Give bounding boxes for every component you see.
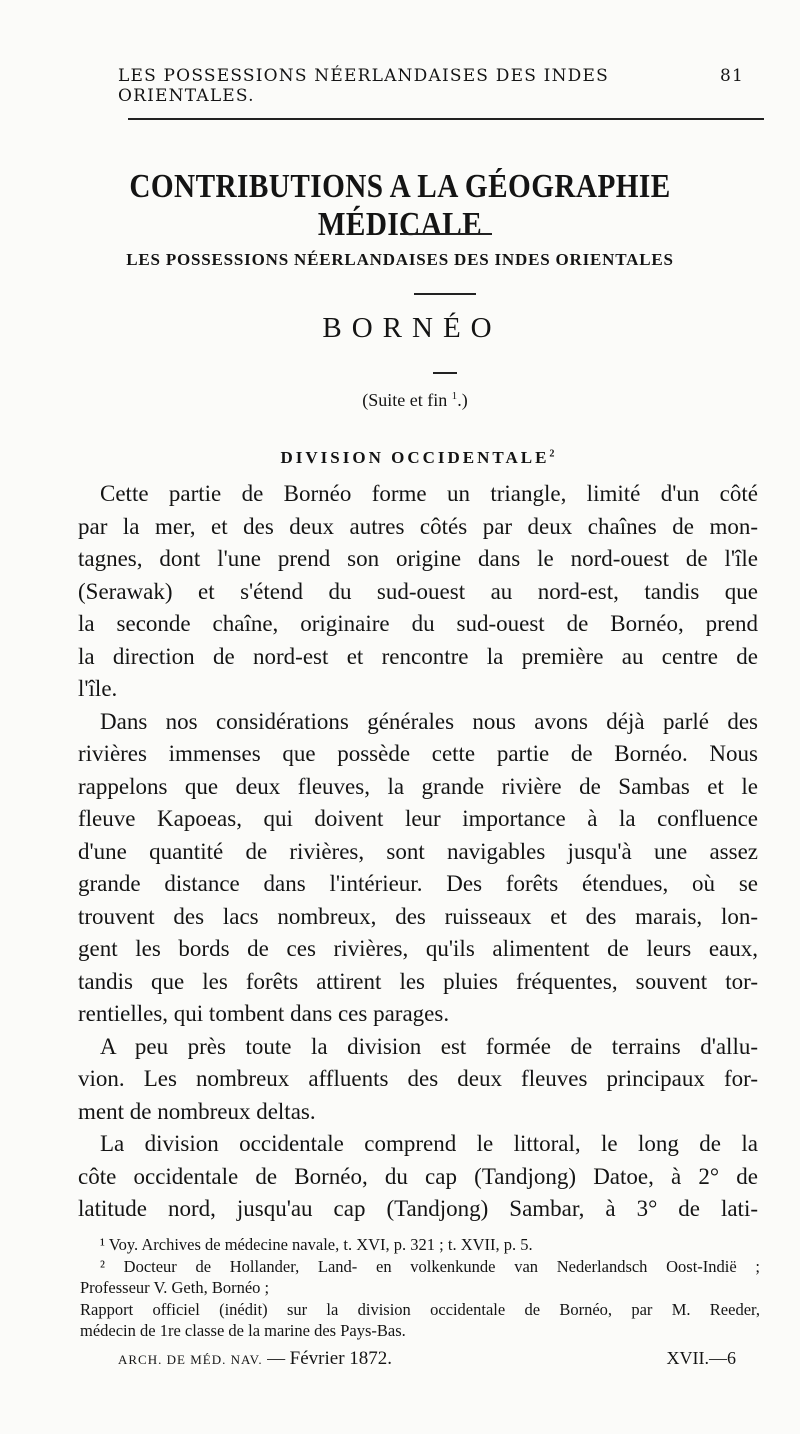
body-line: Dans nos considérations générales nous avons déjà parlé des [100,708,758,734]
body-line: d'une quantité de rivières, sont navigables jusqu'à une assez [78,838,758,864]
body-line: rentielles, qui tombent dans ces parages. [78,1001,450,1026]
body-line: la direction de nord-est et rencontre la première au centre de [78,643,758,669]
body-text [78,478,758,1226]
footnote-2: ² Docteur de Hollander, Land- en volkenkunde van Nederlandsch Oost-Indië ; [100,1256,760,1276]
body-line: A peu près toute la division est formée de terrains d'allu- [100,1033,758,1059]
footnote-2-line: Rapport officiel (inédit) sur la division occidentale de Bornéo, par M. Reeder, [80,1299,760,1319]
body-line: par la mer, et des deux autres côtés par deux chaînes de mon- [78,513,758,539]
body-line: côte occidentale de Bornéo, du cap (Tandjong) Datoe, à 2° de [78,1163,758,1189]
body-line: latitude nord, jusqu'au cap (Tandjong) Sambar, à 3° de lati- [78,1196,758,1221]
body-line: Cette partie de Bornéo forme un triangle, limité d'un côté [100,481,758,506]
body-line: trouvent des lacs nombreux, des ruisseaux et des marais, lon- [78,903,758,929]
body-line: l'île. [78,676,118,701]
running-head [118,66,744,106]
header-rule [128,118,764,120]
body-line: La division occidentale comprend le littoral, le long de la [100,1131,758,1156]
place-heading: BORNÉO [322,312,502,344]
body-line: vion. Les nombreux affluents des deux fleuves principaux for- [78,1066,758,1091]
body-line: gent les bords de ces rivières, qu'ils alimentent de leurs eaux, [78,936,758,961]
suite-note [0,390,800,411]
title-rule [400,233,492,235]
footer-separator: — [267,1348,286,1368]
footnote-1: ¹ Voy. Archives de médecine navale, t. XVI, p. 321 ; t. XVII, p. 5. [100,1235,533,1254]
body-line: rivières immenses que possède cette partie de Bornéo. Nous [78,741,758,766]
journal-abbrev: ARCH. DE MÉD. NAV. [118,1352,263,1367]
body-line: ment de nombreux deltas. [78,1098,316,1124]
page-number: 81 [719,66,744,86]
page-footer [118,1348,744,1370]
footer-left [118,1348,392,1370]
subtitle-rule [414,293,476,295]
body-line: grande distance dans l'intérieur. Des forêts étendues, où se [78,871,758,896]
place-rule [433,372,457,374]
body-line: fleuve Kapoeas, qui doivent leur importance à la confluence [78,806,758,831]
section-footnote-mark: 2 [549,448,558,460]
footnote-2-line: médecin de 1re classe de la marine des Pays-Bas. [80,1321,406,1340]
issue-date: Février 1872. [289,1348,393,1369]
article-subtitle: LES POSSESSIONS NÉERLANDAISES DES INDES ORIENTALES [126,250,674,269]
body-line: (Serawak) et s'étend du sud-ouest au nord-est, tandis que [78,578,758,604]
section-heading [0,448,800,468]
running-head-title: LES POSSESSIONS NÉERLANDAISES DES INDES ORIENTALES. [118,66,609,106]
signature-mark: XVII.—6 [666,1348,736,1368]
body-line: tandis que les forêts attirent les pluies fréquentes, souvent tor- [78,968,758,994]
section-heading-text: DIVISION OCCIDENTALE [280,448,550,467]
body-line: la seconde chaîne, originaire du sud-ouest de Bornéo, prend [78,611,758,636]
footnotes [80,1234,760,1342]
footnote-2-line: Professeur V. Geth, Bornéo ; [80,1278,270,1297]
article-title: CONTRIBUTIONS A LA GÉOGRAPHIE MÉDICALE [129,168,671,243]
suite-text: (Suite et fin [362,390,452,410]
body-line: tagnes, dont l'une prend son origine dans le nord-ouest de l'île [78,546,758,571]
suite-close: .) [457,390,468,410]
suite-footnote-mark: 1 [451,390,458,402]
body-line: rappelons que deux fleuves, la grande rivière de Sambas et le [78,773,758,799]
